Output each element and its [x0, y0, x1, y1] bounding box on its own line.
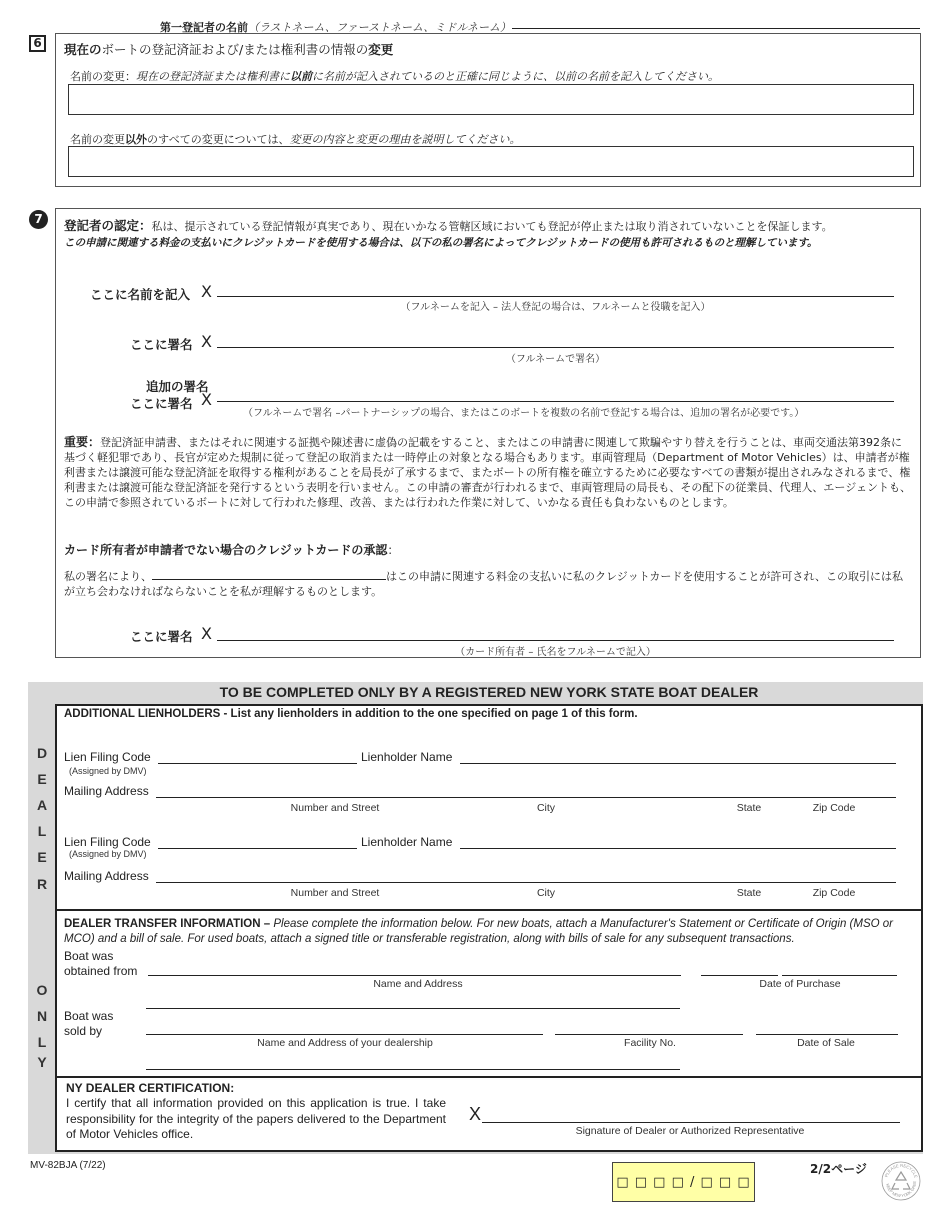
dealer-cert-title: NY DEALER CERTIFICATION:	[66, 1081, 235, 1095]
dealer-banner: TO BE COMPLETED ONLY BY A REGISTERED NEW YORK STATE BOAT DEALER	[219, 684, 759, 700]
section-6-number: 6	[29, 35, 46, 52]
cc-sign-caption: （カード所有者 – 氏名をフルネームで記入）	[455, 647, 656, 658]
form-id: MV-82BJA (7/22)	[30, 1160, 106, 1171]
lien-filing-code-label-1: Lien Filing Code	[64, 750, 151, 764]
name-change-label: 名前の変更：現在の登記済証または権利書に以前に名前が記入されているのと正確に同じように、以前の名前を記入してください。	[70, 70, 719, 83]
recycle-top-text: PLEASE RECYCLE	[883, 1162, 919, 1179]
additional-signature-label-2: ここに署名	[130, 396, 193, 411]
dealer-transfer-title: DEALER TRANSFER INFORMATION – Please complete the information below. For new boats, attach a Manufacturer's Statement or Certificate of Origin (MSO or MCO) and a bill of sale. For used boats, attach a signed title or transferable registration, along with bills of sale for any subsequent transactions.	[64, 918, 893, 945]
side-letter-o: O	[36, 982, 48, 998]
boat-sold-label-2: sold by	[64, 1024, 103, 1038]
other-change-label: 名前の変更以外のすべての変更については、変更の内容と変更の理由を説明してください。	[70, 133, 521, 146]
dealer-cert-text: I certify that all information provided on this application is true. I take responsibility for the integrity of the papers delivered to the Department of Motor Vehicles office.	[66, 1096, 446, 1141]
mailing-address-input-2[interactable]	[156, 882, 896, 883]
name-address-caption: Name and Address	[373, 978, 463, 990]
side-letter-l2: L	[37, 1034, 47, 1050]
credit-card-title: カード所有者が申請者でない場合のクレジットカードの承認：	[64, 543, 400, 557]
page-number: 2/2ページ	[810, 1162, 867, 1176]
yellow-code-box: □ □ □ □ / □ □ □	[612, 1162, 755, 1202]
sign-here-x-mark: X	[201, 332, 212, 351]
side-letter-d: D	[36, 745, 48, 761]
section-7-number: 7	[29, 210, 48, 229]
important-notice: 重要：登記済証申請書、またはそれに関連する証拠や陳述書に虚偽の記載をすること、またはこの申請書に関連して欺騙やすり替えを行うことは、車両交通法第392条に基づく軽犯罪であり、長官が定めた規制に従って登記の取消または一時停止の対象となる場合もあります。車両管理局（Department of Motor Vehicles）は、申請者が権利書または譲渡可能な登記済証を取得する権利があることを局長が了承するまで、またボートの所有権を確立するために必要なすべての書類が提出されみなされるまで、権利書または譲渡可能な登記済証を発行するという表明を行いません。この申請の審査が行われるまで、車両管理局の局長も、その配下の従業員、代理人、エージェントも、この申請で参照されているボートに対して行われた修理、改善、または行われた作業に対して、いかなる責任も負わないものとします。	[64, 435, 911, 509]
side-letter-r: R	[36, 876, 48, 892]
recycle-icon	[880, 1160, 922, 1202]
side-letter-a: A	[36, 797, 48, 813]
boat-obtained-label-1: Boat was	[64, 949, 114, 963]
boat-obtained-label-2: obtained from	[64, 964, 138, 978]
facility-no-caption: Facility No.	[624, 1037, 676, 1049]
additional-signature-input[interactable]	[217, 401, 894, 402]
assigned-by-dmv-2: (Assigned by DMV)	[69, 849, 147, 859]
city-caption-2: City	[536, 887, 556, 899]
change-explanation-field[interactable]	[68, 146, 914, 177]
applicant-name-blank[interactable]	[152, 569, 386, 580]
number-street-caption-2: Number and Street	[290, 887, 380, 899]
recycle-logo	[880, 1160, 922, 1202]
lienholder-name-label-1: Lienholder Name	[361, 750, 453, 764]
city-caption-1: City	[536, 802, 556, 814]
print-name-x-mark: X	[201, 282, 212, 301]
lienholders-title: ADDITIONAL LIENHOLDERS - List any lienholders in addition to the one specified on page 1 of this form.	[64, 708, 638, 720]
print-name-label: ここに名前を記入	[90, 287, 191, 302]
additional-signature-caption: （フルネームで署名 –パートナーシップの場合、またはこのボートを複数の名前で登記する場合は、追加の署名が必要です。）	[243, 408, 805, 419]
print-name-caption: （フルネームを記入 – 法人登記の場合は、フルネームと役職を記入）	[400, 302, 711, 313]
side-letter-n: N	[36, 1008, 48, 1024]
signature-caption: （フルネームで署名）	[505, 354, 606, 365]
boat-sold-label-1: Boat was	[64, 1009, 114, 1023]
recycle-bottom-text: KEEP NEW YORK GREE	[885, 1180, 918, 1199]
dealer-signature-input[interactable]	[482, 1122, 900, 1123]
zip-caption-1: Zip Code	[812, 802, 856, 814]
cc-sign-x-mark: X	[201, 624, 212, 643]
dealership-name-input[interactable]	[146, 1034, 543, 1035]
dealer-signature-caption: Signature of Dealer or Authorized Representative	[575, 1125, 805, 1137]
lien-filing-code-input-1[interactable]	[158, 763, 357, 764]
mailing-address-label-2: Mailing Address	[64, 869, 149, 883]
lienholder-name-label-2: Lienholder Name	[361, 835, 453, 849]
lienholder-name-input-2[interactable]	[460, 848, 896, 849]
number-street-caption-1: Number and Street	[290, 802, 380, 814]
zip-caption-2: Zip Code	[812, 887, 856, 899]
mailing-address-input-1[interactable]	[156, 797, 896, 798]
registrant-certification: 登記者の認定：私は、提示されている登記情報が真実であり、現在いかなる管轄区域においても登記が停止または取り消されていないことを保証します。 この申請に関連する料金の支払いにクレジットカードを使用する場合は、以下の私の署名によってクレジットカードの使用も許可されるものと理解しています。	[64, 218, 833, 249]
date-of-sale-caption: Date of Sale	[797, 1037, 855, 1049]
dealer-sign-x-mark: X	[469, 1104, 482, 1124]
lien-filing-code-input-2[interactable]	[158, 848, 357, 849]
print-name-input[interactable]	[217, 296, 894, 297]
side-letter-e: E	[37, 771, 47, 787]
credit-card-text: 私の署名により、 はこの申請に関連する料金の支払いに私のクレジットカードを使用することが許可され、この取引には私が立ち会わなければならないことを私が理解するものとします。	[64, 570, 904, 598]
section-6-title: 現在のボートの登記済証および/または権利書の情報の変更	[64, 42, 394, 57]
state-caption-2: State	[736, 887, 762, 899]
svg-text:PLEASE RECYCLE	[884, 1163, 919, 1179]
obtained-from-input[interactable]	[148, 975, 681, 976]
date-of-purchase-input-b[interactable]	[782, 975, 897, 976]
lienholders-box	[55, 704, 923, 911]
dealership-name-input-2[interactable]	[146, 1069, 680, 1070]
date-of-purchase-input-a[interactable]	[701, 975, 778, 976]
additional-signature-x-mark: X	[201, 390, 212, 409]
first-registrant-input[interactable]	[512, 28, 920, 29]
dealership-caption: Name and Address of your dealership	[257, 1037, 433, 1049]
previous-name-field[interactable]	[68, 84, 914, 115]
sign-here-label: ここに署名	[130, 337, 193, 352]
signature-input[interactable]	[217, 347, 894, 348]
side-letter-e2: E	[37, 849, 47, 865]
state-caption-1: State	[736, 802, 762, 814]
cardholder-signature-input[interactable]	[217, 640, 894, 641]
lienholder-name-input-1[interactable]	[460, 763, 896, 764]
first-registrant-label: 第一登記者の名前（ラストネーム、ファーストネーム、ミドルネーム）	[160, 21, 512, 34]
lien-filing-code-label-2: Lien Filing Code	[64, 835, 151, 849]
side-letter-y: Y	[37, 1054, 47, 1070]
mailing-address-label-1: Mailing Address	[64, 784, 149, 798]
assigned-by-dmv-1: (Assigned by DMV)	[69, 766, 147, 776]
side-letter-l: L	[37, 823, 47, 839]
date-of-purchase-caption: Date of Purchase	[759, 978, 841, 990]
additional-signature-label: 追加の署名	[146, 379, 209, 394]
date-of-sale-input[interactable]	[756, 1034, 898, 1035]
obtained-from-input-2[interactable]	[146, 1008, 680, 1009]
facility-no-input[interactable]	[555, 1034, 743, 1035]
cc-sign-here-label: ここに署名	[130, 629, 193, 644]
